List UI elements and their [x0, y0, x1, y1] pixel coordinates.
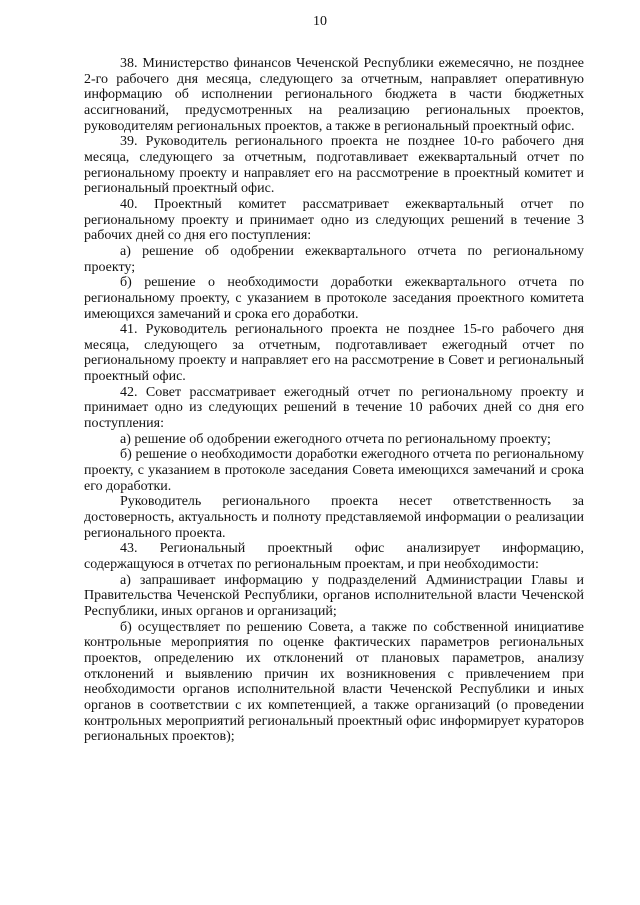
paragraph-responsibility: Руководитель регионального проекта несет ответственность за достоверность, актуальность и полноту представляемой информации о реализации регионального проекта.: [84, 494, 584, 541]
paragraph-42-a: а) решение об одобрении ежегодного отчета по региональному проекту;: [120, 431, 551, 447]
page-number: 10: [313, 14, 327, 29]
paragraph-38: 38. Министерство финансов Чеченской Республики ежемесячно, не позднее 2-го рабочего дня месяца, следующего за отчетным, направляет оперативную информацию об исполнении регионального бюджета в части бюджетных ассигнований, предусмотренных на реализацию региональных проектов, руководителям региональных проектов, а также в региональный проектный офис.: [84, 56, 584, 134]
paragraph-43-b: б) осуществляет по решению Совета, а также по собственной инициативе контрольные мероприятия по оценке фактических параметров региональных проектов, определению их отклонений от плановых параметров, анализу отклонений и выявлению причин их возникновения с привлечением при необходимости органов исполнительной власти Чеченской Республики и иных органов в соответствии с их компетенцией, а также организаций (о проведении контрольных мероприятий региональный проектный офис информирует кураторов региональных проектов);: [84, 619, 584, 745]
paragraph-39: 39. Руководитель регионального проекта не позднее 10-го рабочего дня месяца, следующего за отчетным, подготавливает ежеквартальный отчет по региональному проекту и направляет его на рассмотрение в проектный комитет и региональный проектный офис.: [84, 134, 584, 197]
paragraph-42-b: б) решение о необходимости доработки ежегодного отчета по региональному проекту, с указанием в протоколе заседания Совета имеющихся замечаний и срока его доработки.: [84, 447, 584, 494]
paragraph-40-b: б) решение о необходимости доработки ежеквартального отчета по региональному проекту, с указанием в протоколе заседания проектного комитета имеющихся замечаний и срока его доработки.: [84, 275, 584, 322]
paragraph-43-a: а) запрашивает информацию у подразделений Администрации Главы и Правительства Чеченской Республики, органов исполнительной власти Чеченской Республики, иных органов и организаций;: [84, 572, 584, 619]
paragraph-42: 42. Совет рассматривает ежегодный отчет по региональному проекту и принимает одно из следующих решений в течение 10 рабочих дней со дня его поступления:: [84, 384, 584, 432]
paragraph-40-a: а) решение об одобрении ежеквартального отчета по региональному проекту;: [84, 243, 584, 275]
paragraph-43: 43. Региональный проектный офис анализирует информацию, содержащуюся в отчетах по региональным проектам, и при необходимости:: [84, 541, 584, 572]
paragraph-40: 40. Проектный комитет рассматривает ежеквартальный отчет по региональному проекту и принимает одно из следующих решений в течение 3 рабочих дней со дня его поступления:: [84, 196, 584, 244]
document-body: [84, 56, 584, 745]
paragraph-41: 41. Руководитель регионального проекта не позднее 15-го рабочего дня месяца, следующего за отчетным, подготавливает ежегодный отчет по региональному проекту и направляет его на рассмотрение в Совет и региональный проектный офис.: [84, 322, 584, 385]
